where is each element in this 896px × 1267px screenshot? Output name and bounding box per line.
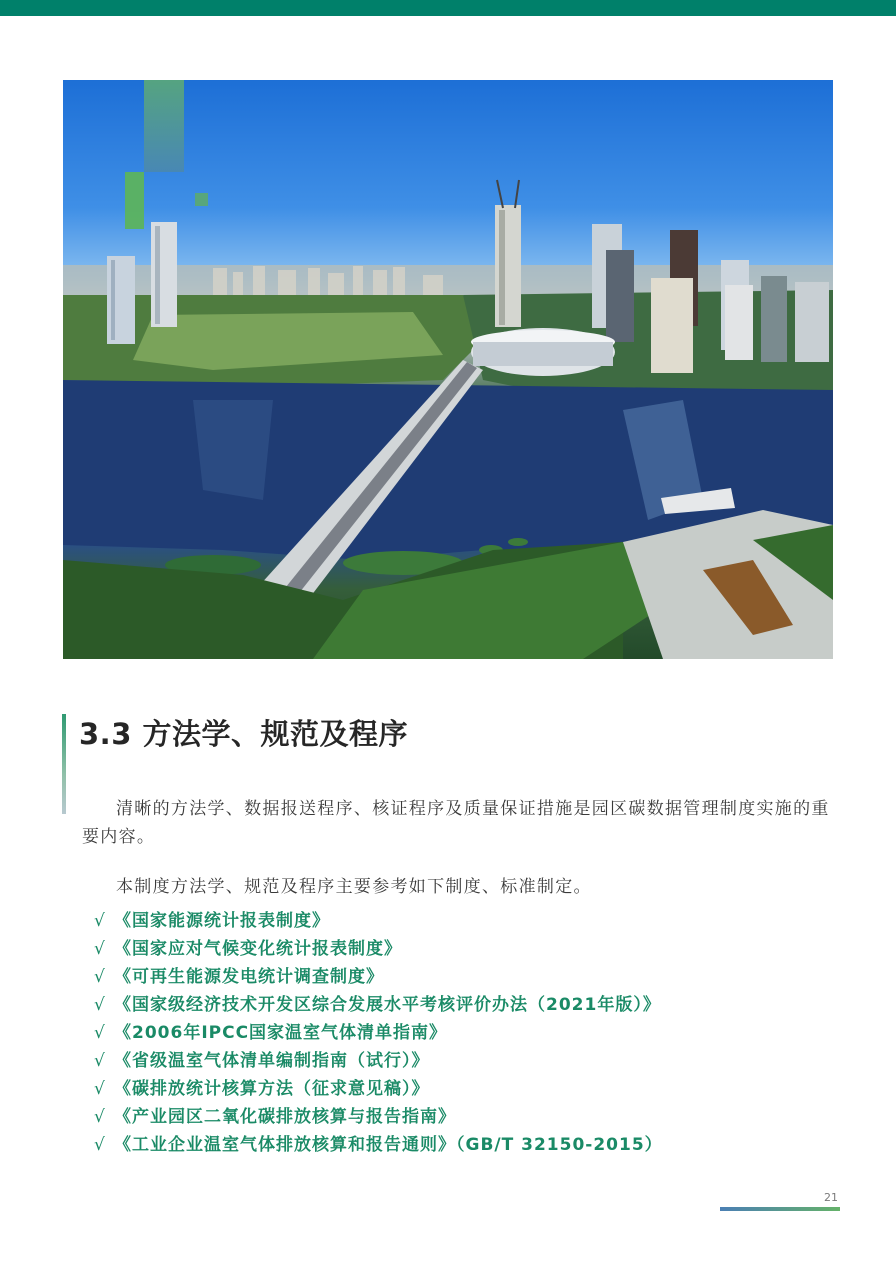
reference-item (94, 1019, 663, 1047)
check-icon: √ (94, 1135, 106, 1155)
reference-text: 《产业园区二氧化碳排放核算与报告指南》 (114, 1107, 456, 1127)
reference-text: 《国家应对气候变化统计报表制度》 (114, 939, 402, 959)
reference-text: 《可再生能源发电统计调查制度》 (114, 967, 384, 987)
decorative-gradient-block (144, 80, 184, 172)
section-title: 3.3 方法学、规范及程序 (79, 717, 408, 751)
reference-text: 《碳排放统计核算方法（征求意见稿）》 (114, 1079, 430, 1099)
reference-text: 《2006年IPCC国家温室气体清单指南》 (114, 1023, 448, 1043)
reference-item (94, 1103, 663, 1131)
reference-item (94, 907, 663, 935)
check-icon: √ (94, 1107, 106, 1127)
reference-text: 《国家级经济技术开发区综合发展水平考核评价办法（2021年版）》 (114, 995, 661, 1015)
reference-item (94, 935, 663, 963)
reference-item (94, 1131, 663, 1159)
check-icon: √ (94, 995, 106, 1015)
footer-accent-line (720, 1207, 840, 1211)
reference-list (94, 907, 663, 1159)
reference-intro-paragraph: 本制度方法学、规范及程序主要参考如下制度、标准制定。 (116, 877, 592, 897)
check-icon: √ (94, 1023, 106, 1043)
reference-item (94, 1075, 663, 1103)
reference-text: 《省级温室气体清单编制指南（试行）》 (114, 1051, 430, 1071)
check-icon: √ (94, 1079, 106, 1099)
top-header-bar (0, 0, 896, 16)
page-number: 21 (824, 1191, 838, 1204)
reference-text: 《工业企业温室气体排放核算和报告通则》（GB/T 32150-2015） (114, 1135, 663, 1155)
intro-paragraph: 清晰的方法学、数据报送程序、核证程序及质量保证措施是园区碳数据管理制度实施的重要内容。 (82, 799, 830, 847)
reference-item (94, 991, 663, 1019)
check-icon: √ (94, 1051, 106, 1071)
decorative-green-block (125, 172, 144, 229)
reference-text: 《国家能源统计报表制度》 (114, 911, 330, 931)
decorative-small-square (195, 193, 208, 206)
check-icon: √ (94, 967, 106, 987)
check-icon: √ (94, 939, 106, 959)
section-accent-bar (62, 714, 66, 814)
check-icon: √ (94, 911, 106, 931)
reference-item (94, 963, 663, 991)
reference-item (94, 1047, 663, 1075)
